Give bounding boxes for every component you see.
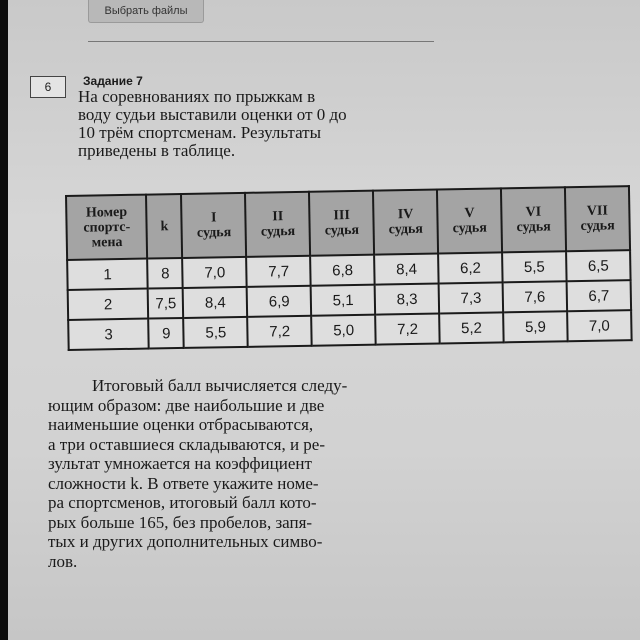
table-cell: 7,7 bbox=[246, 256, 310, 287]
table-cell: 6,7 bbox=[567, 280, 632, 311]
choose-files-button[interactable]: Выбрать файлы bbox=[88, 0, 204, 23]
task-title: Задание 7 bbox=[83, 74, 143, 88]
header-judge-7: VII судья bbox=[565, 186, 630, 251]
table-cell: 8,3 bbox=[375, 283, 439, 314]
text-line: На соревнованиях по прыжкам в bbox=[78, 87, 316, 106]
table-cell: 7,5 bbox=[148, 288, 184, 319]
text-line: воду судьи выставили оценки от 0 до bbox=[78, 105, 347, 124]
table-cell: 7,2 bbox=[248, 316, 312, 347]
text-line: а три оставшиеся складываются, и ре- bbox=[48, 434, 326, 454]
results-table bbox=[65, 185, 633, 351]
text-line: тых и других дополнительных симво- bbox=[48, 532, 323, 551]
header-judge-4: IV судья bbox=[373, 190, 438, 255]
table-cell: 5,5 bbox=[502, 251, 566, 282]
table-cell: 7,6 bbox=[503, 281, 567, 312]
header-judge-2: II судья bbox=[245, 192, 310, 257]
task-number-badge: 6 bbox=[30, 76, 66, 98]
text-line: лов. bbox=[48, 551, 78, 571]
header-athlete-number: Номер спортс- мена bbox=[66, 195, 148, 260]
table-cell: 9 bbox=[149, 318, 185, 349]
table-cell: 3 bbox=[68, 319, 149, 350]
header-judge-5: V судья bbox=[437, 188, 502, 253]
table-cell: 7,0 bbox=[183, 257, 247, 288]
text-line: приведены в таблице. bbox=[78, 141, 236, 160]
table-header-row bbox=[66, 186, 630, 260]
table-cell: 7,0 bbox=[567, 310, 632, 341]
table-cell: 6,8 bbox=[310, 255, 374, 286]
table-cell: 5,9 bbox=[503, 311, 567, 342]
task-intro-text bbox=[78, 88, 428, 160]
table-cell: 5,1 bbox=[311, 285, 375, 316]
table-cell: 6,5 bbox=[566, 250, 631, 281]
table-cell: 6,2 bbox=[438, 252, 502, 283]
text-line: ющим образом: две наибольшие и две bbox=[48, 395, 325, 415]
table-cell: 1 bbox=[67, 259, 148, 290]
header-judge-6: VI судья bbox=[501, 187, 566, 252]
header-judge-1: I судья bbox=[181, 193, 246, 258]
table-cell: 5,5 bbox=[184, 317, 248, 348]
text-line: сложности k. В ответе укажите номе- bbox=[48, 473, 319, 493]
header-judge-3: III судья bbox=[309, 191, 374, 256]
table-cell: 5,0 bbox=[311, 315, 375, 346]
text-line: зультат умножается на коэффициент bbox=[48, 454, 312, 473]
phone-screen bbox=[8, 0, 640, 640]
table-cell: 8,4 bbox=[183, 287, 247, 318]
table-cell: 8,4 bbox=[374, 253, 438, 284]
header-coefficient: k bbox=[146, 194, 182, 259]
table-cell: 8 bbox=[148, 258, 184, 289]
text-line: 10 трём спортсменам. Результаты bbox=[78, 123, 322, 142]
section-divider bbox=[88, 41, 434, 42]
text-line: Итоговый балл вычисляется следу- bbox=[92, 376, 348, 395]
table-cell: 6,9 bbox=[247, 286, 311, 317]
table-cell: 7,2 bbox=[375, 313, 439, 344]
table-cell: 7,3 bbox=[439, 282, 503, 313]
text-line: наименьшие оценки отбрасываются, bbox=[48, 415, 314, 434]
text-line: ра спортсменов, итоговый балл кото- bbox=[48, 493, 317, 512]
task-body-text bbox=[48, 376, 448, 571]
text-line: рых больше 165, без пробелов, запя- bbox=[48, 512, 313, 532]
table-cell: 2 bbox=[68, 289, 149, 320]
table-cell: 5,2 bbox=[439, 312, 503, 343]
